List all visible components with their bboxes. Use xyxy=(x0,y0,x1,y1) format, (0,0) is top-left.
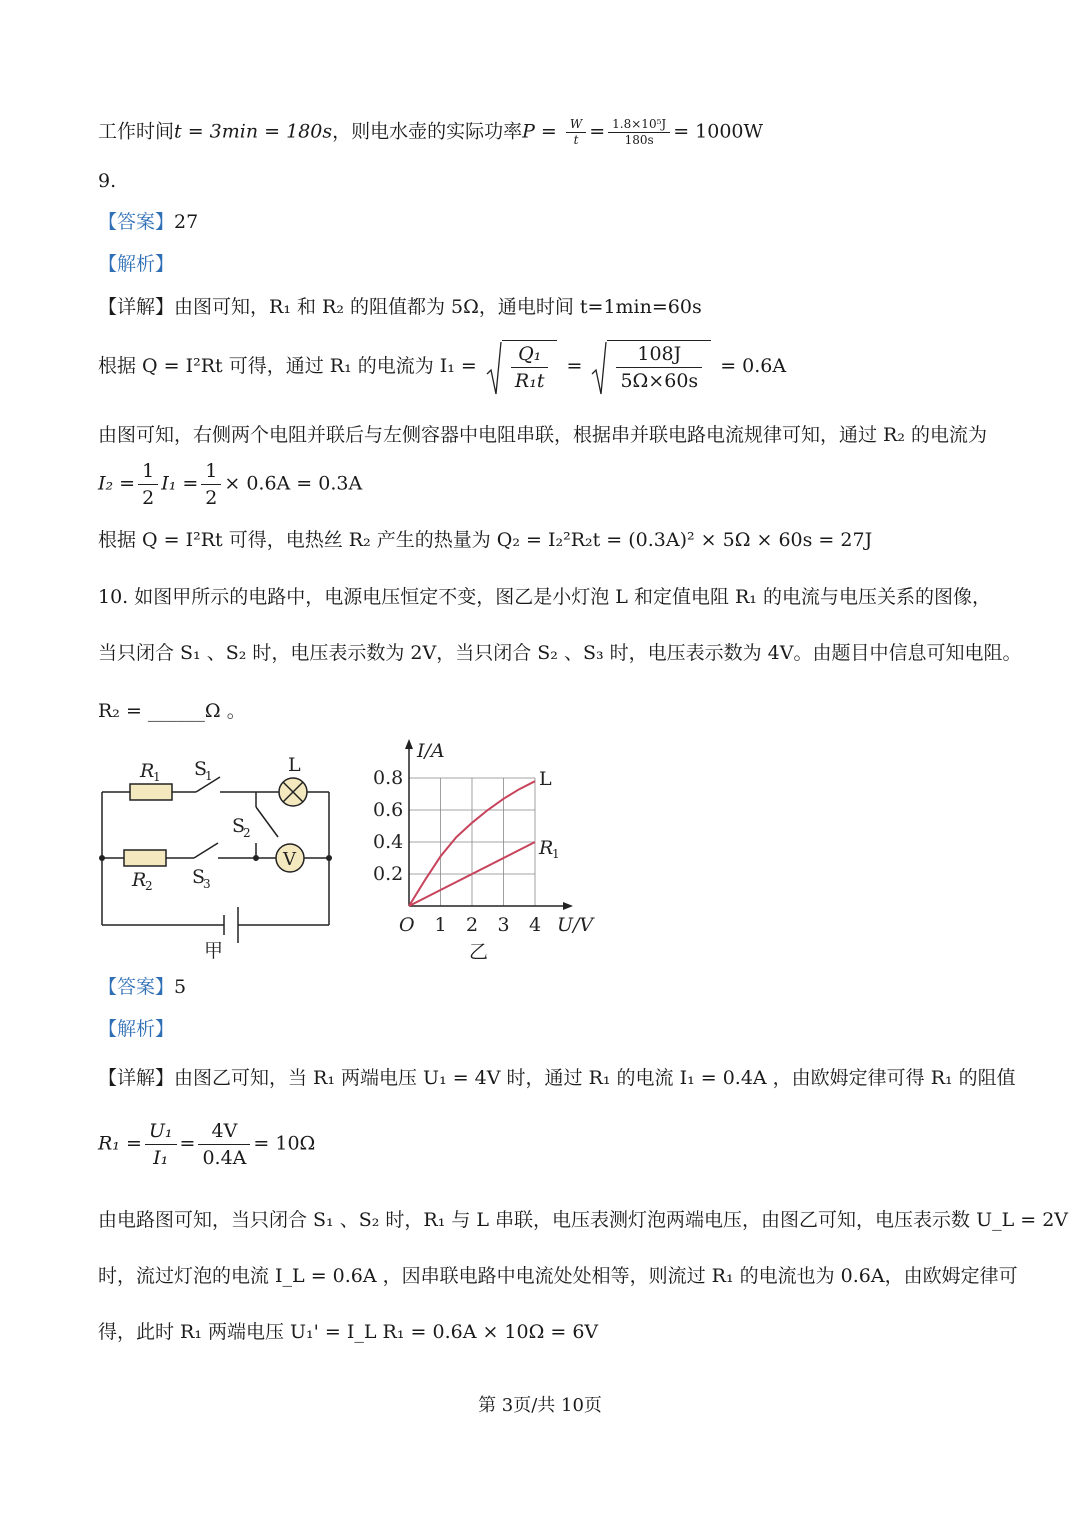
q10-detail-2: R₁ = $\frac{\text{U₁}}{\text{I₁}}$ = $\frac{4V}{0.4A}$ = 10Ω xyxy=(98,1120,316,1169)
x-tick-1: 1 xyxy=(434,914,447,936)
page-footer: 第 3页/共 10页 xyxy=(478,1395,602,1416)
y-tick-0.8: 0.8 xyxy=(373,767,404,789)
y-axis-label: I/A xyxy=(417,740,445,762)
q10-answer: 【答案】5 xyxy=(98,976,187,998)
q10-detail-5: 得，此时 R₁ 两端电压 U₁' = I_L R₁ = 0.6A × 10Ω = 6V xyxy=(98,1321,599,1343)
q10-analysis: 【解析】 xyxy=(98,1018,175,1040)
y-tick-0.6: 0.6 xyxy=(373,799,404,821)
q10-detail-3: 由电路图可知，当只闭合 S₁ 、S₂ 时，R₁ 与 L 串联，电压表测灯泡两端电压，由图乙可知，电压表示数 U_L = 2V xyxy=(98,1209,1069,1231)
sqrt-2: $\frac{108J}{5\Omega\times 60s}$ xyxy=(591,340,711,394)
x-axis-label: U/V xyxy=(557,914,594,936)
q10-stem-2: 当只闭合 S₁ 、S₂ 时，电压表示数为 2V，当只闭合 S₂ 、S₃ 时，电压表示数为 4V。由题目中信息可知电阻。 xyxy=(98,642,1022,664)
y-tick-0.4: 0.4 xyxy=(373,831,404,853)
q9-number: 9. xyxy=(98,170,117,192)
y-axis-arrow xyxy=(405,739,413,749)
series-label-1: R xyxy=(539,837,554,859)
x-tick-3: 3 xyxy=(497,914,510,936)
label-s1-sub: 1 xyxy=(205,769,213,783)
q9-answer: 【答案】27 xyxy=(98,211,199,233)
label-s1: S xyxy=(194,758,208,780)
label-meter: V xyxy=(283,849,296,870)
series-label-sub-1: 1 xyxy=(552,847,560,861)
power-line: 工作时间t = 3min = 180s，则电水壶的实际功率P = $\frac{W}{t}$ = $\frac{\text{1.8×10⁵J}}{180s}$ = 1000W xyxy=(98,117,764,147)
chart-caption: 乙 xyxy=(469,941,489,963)
label-s2-sub: 2 xyxy=(243,826,251,840)
q10-stem-3: R₂ = ______Ω 。 xyxy=(98,700,246,722)
fraction-w-t: $\frac{W}{t}$ xyxy=(566,117,586,148)
label-lamp: L xyxy=(288,754,301,776)
origin-label: O xyxy=(399,914,415,936)
circuit-caption: 甲 xyxy=(204,940,224,962)
q10-stem-1: 10. 如图甲所示的电路中，电源电压恒定不变，图乙是小灯泡 L 和定值电阻 R₁ 的电流与电压关系的图像， xyxy=(98,586,991,608)
label-s3: S xyxy=(192,866,206,888)
label-r1: R xyxy=(140,760,155,782)
q9-detail-3: 由图可知，右侧两个电阻并联后与左侧容器中电阻串联，根据串并联电路电流规律可知，通过 R₂ 的电流为 xyxy=(98,424,988,446)
x-axis-arrow xyxy=(563,902,573,910)
sqrt-1: $\frac{\text{Q₁}}{\text{R₁t}}$ xyxy=(486,340,558,394)
fraction-energy-time: $\frac{\text{1.8×10⁵J}}{180s}$ xyxy=(608,117,670,148)
circuit-diagram xyxy=(96,745,341,967)
q9-analysis: 【解析】 xyxy=(98,253,175,275)
q9-detail-2: 根据 Q = I²Rt 可得，通过 R₁ 的电流为 I₁ = $\frac{\text{Q₁}}{\text{R₁t}}$ = $\frac{108J}{5\Omega\times 60s}$ = 0.6A xyxy=(98,340,786,394)
label-r2-sub: 2 xyxy=(145,879,153,893)
series-label-0: L xyxy=(539,768,552,791)
x-tick-4: 4 xyxy=(529,914,542,936)
label-s3-sub: 3 xyxy=(203,877,211,891)
q9-detail-4: I₂ = $\frac{1}{2}$ I₁ = $\frac{1}{2}$ × 0.6A = 0.3A xyxy=(98,460,363,509)
q9-detail-5: 根据 Q = I²Rt 可得，电热丝 R₂ 产生的热量为 Q₂ = I₂²R₂t = (0.3A)² × 5Ω × 60s = 27J xyxy=(98,529,873,551)
label-r2: R xyxy=(132,869,147,891)
label-r1-sub: 1 xyxy=(153,770,161,784)
x-tick-2: 2 xyxy=(466,914,479,936)
q9-detail-1: 【详解】由图可知，R₁ 和 R₂ 的阻值都为 5Ω，通电时间 t=1min=60s xyxy=(98,296,702,318)
y-tick-0.2: 0.2 xyxy=(373,863,404,885)
label-s2: S xyxy=(232,815,246,837)
iu-chart xyxy=(365,735,605,967)
q10-detail-4: 时，流过灯泡的电流 I_L = 0.6A ，因串联电路中电流处处相等，则流过 R₁ 的电流也为 0.6A，由欧姆定律可 xyxy=(98,1265,1018,1287)
q10-detail-1: 【详解】由图乙可知，当 R₁ 两端电压 U₁ = 4V 时，通过 R₁ 的电流 I₁ = 0.4A ，由欧姆定律可得 R₁ 的阻值 xyxy=(98,1067,1016,1089)
